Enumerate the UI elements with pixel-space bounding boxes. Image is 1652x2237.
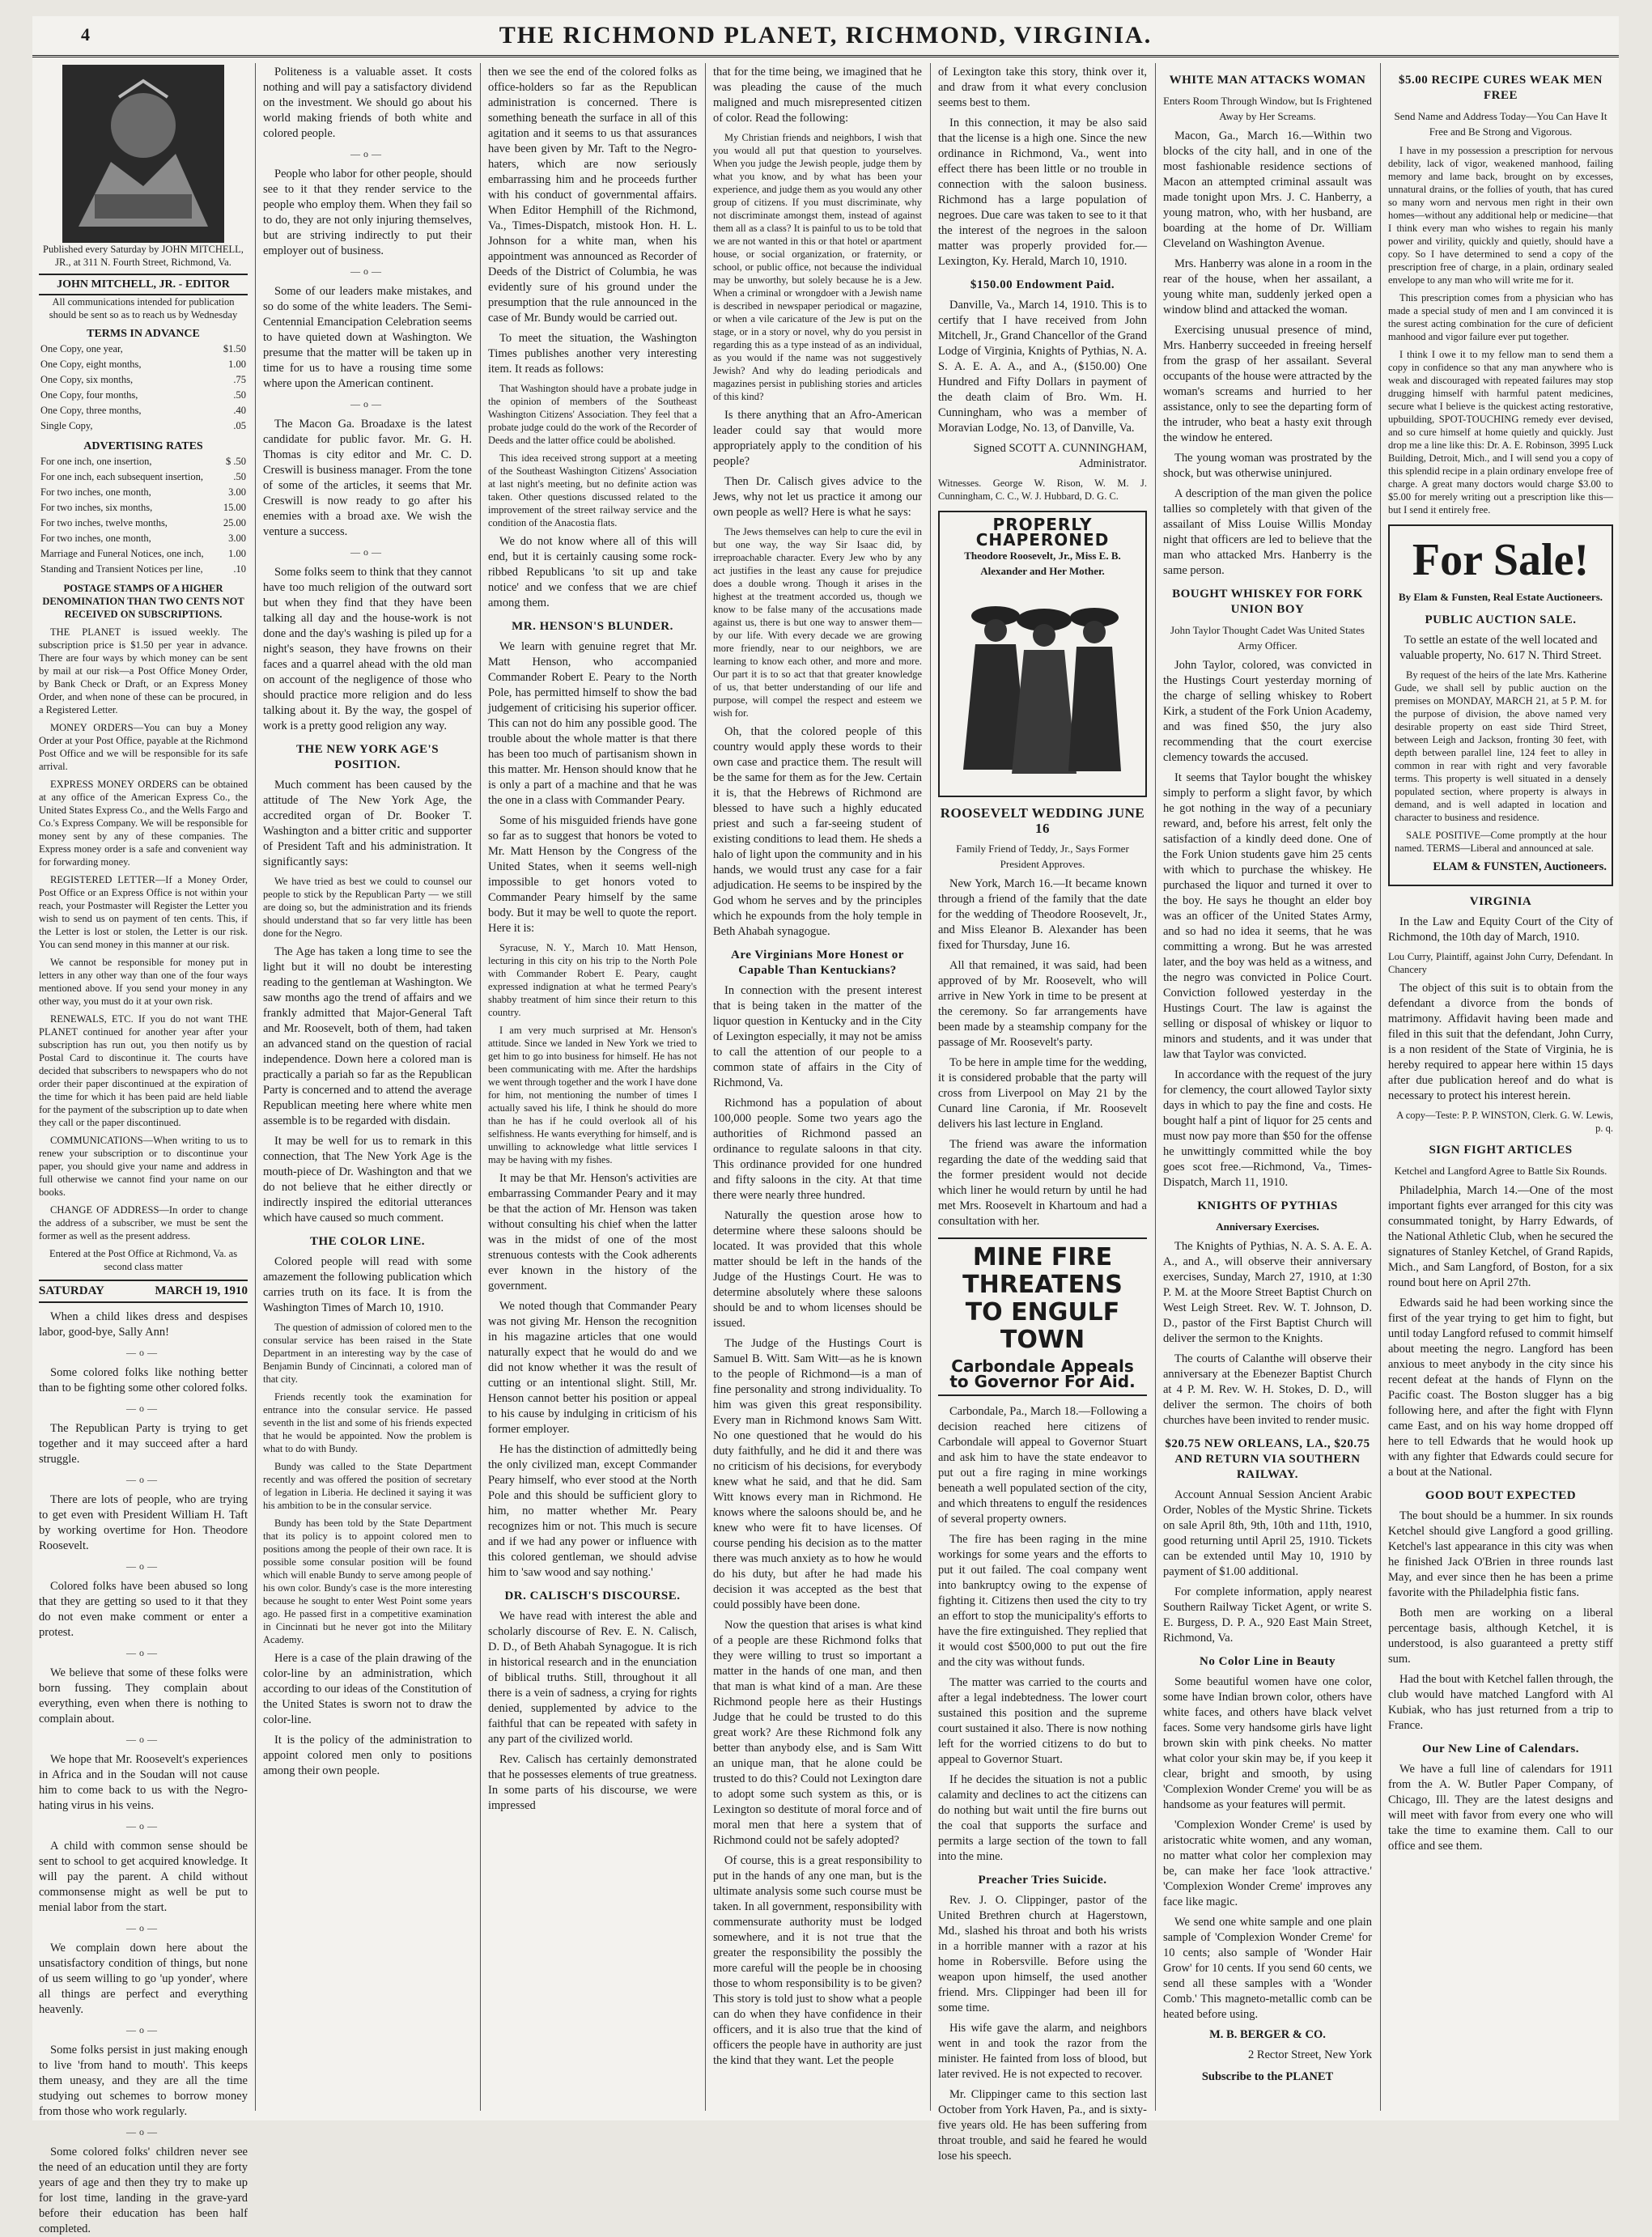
article-paragraph: By request of the heirs of the late Mrs. Katherine Gude, we shall sell by public auction on the premises on MONDAY, MARCH 21, at 5 P. M. for the purpose of division, the above named very desirable property on east side Third Street, between Leigh and Jackson, fronting 30 feet, with depth between parallel line, 124 feet to alley in common in rear with right and very favorable terms. This property is well situated in a densely populated section, where property is always in demand, and is well adapted in location and character to business and residence.	[1395, 669, 1607, 823]
article-paragraph: then we see the end of the colored folks as office-holders so far as the Republican administration is concerned. There is something beneath the surface in all of this agitation and it seems to us that assurances have been given by Mr. Taft to the Negro-haters, which are now seriously embarrassing him and he proceeds further with his conduct of governmental affairs. When Editor Hemphill of the Richmond, Va., Times-Dispatch, mistook Hon. H. L. Johnson for a white man, when his appointment was announced as Recorder of Deeds of the District of Columbia, he was evidently sure of his ground under the presumption that the rule announced in the case of Mr. Bundy would be carried out.	[488, 66, 697, 325]
article-paragraph: The Macon Ga. Broadaxe is the latest candidate for public favor. Mr. G. H. Thomas is city editor and Mr. C. D. Creswill is business manager. From the tone of some of the articles, it seems that Mr. Creswill is now ready to go after his enemies with a broad axe. We wish the venture a success.	[263, 418, 472, 538]
illustration-heading: PROPERLY CHAPERONED	[975, 515, 1110, 550]
editorial-item: There are lots of people, who are trying to get even with President William H. Taft by working overtime for Hon. Theodore Roosevelt.	[39, 1493, 248, 1552]
article-heading: BOUGHT WHISKEY FOR FORK UNION BOY	[1172, 588, 1363, 616]
article-paragraph: COMMUNICATIONS—When writing to us to renew your subscription or to discontinue your paper, you should give your name and address in full otherwise we cannot find your name on our books.	[39, 1135, 248, 1198]
table-row: For two inches, twelve months, 25.00	[40, 517, 246, 528]
article-paragraph: It is the policy of the administration to appoint colored men only to positions among their own people.	[263, 1734, 472, 1777]
article-paragraph: Is there anything that an Afro-American leader could say that would more appropriately apply to the condition of his people?	[713, 409, 922, 468]
article-paragraph: We have a full line of calendars for 1911 from the A. W. Butler Paper Company, of Chicago, Ill. They are the latest designs and will meet with favor from every one who will take the time to examine them. Call to our office and see them.	[1388, 1763, 1613, 1853]
for-sale-heading: For Sale!	[1412, 535, 1590, 585]
article-paragraph: My Christian friends and neighbors, I wish that you would all put that question to yourselves. When you judge the Jewish people, judge them by what you know, and by what has been your experience, and judge them as you would any other group of citizens. If you must discriminate, why not discriminate amongst them, instead of against them all as a class? It is painful to us to be told that we are not wanted in this or that hotel or apartment house, or social organization, or fraternity, or school, or public office, not because the individual may be unworthy, but solely because he is a Jew. When a criminal or wrongdoer with a Jewish name is described in newspaper periodical or magazine, or when a vile caricature of the Jew is put on the stage, or in a story or novel, why do you persist in regarding this as a type instead of as an individual, as you would if the name was not suggestively Jewish? And why do leading periodicals and magazines persist in publishing stories and articles of this kind?	[713, 132, 922, 402]
article-heading: Are Virginians More Honest or Capable Than Kentuckians?	[731, 949, 904, 977]
article-paragraph: New York, March 16.—It became known through a friend of the family that the date for the wedding of Theodore Roosevelt, Jr., and Miss Eleanor B. Alexander has been fixed for Thursday, June 16.	[938, 877, 1147, 952]
editorial-item: Some folks persist in just making enough to live 'from hand to mouth'. This keeps them uneasy, and they are all the time studying out schemes to borrow money from those who work regularly.	[39, 2044, 248, 2118]
article-heading: VIRGINIA	[1469, 895, 1532, 908]
advertiser-address: 2 Rector Street, New York	[1247, 2048, 1372, 2061]
dateline: SATURDAY MARCH 19, 1910	[39, 1280, 248, 1303]
divider: —o—	[126, 2126, 160, 2137]
column-rule	[1380, 63, 1381, 2111]
table-row: One Copy, one year, $1.50	[40, 343, 246, 354]
article-paragraph: Rev. Calisch has certainly demonstrated that he possesses elements of true greatness. In some parts of his discourse, we were impressed	[488, 1753, 697, 1812]
table-row: One Copy, eight months, 1.00	[40, 359, 246, 370]
article-paragraph: of Lexington take this story, think over it, and draw from it what every conclusion seems best to them.	[938, 66, 1147, 109]
article-subheading: Family Friend of Teddy, Jr., Says Former President Approves.	[956, 843, 1129, 870]
article-paragraph: Macon, Ga., March 16.—Within two blocks of the city hall, and in one of the most fashionable residence sections of Macon an attempted criminal assault was made tonight upon Mrs. J. C. Hanberry, a young matron, who, with her husband, are boarding at the home of Dr. William Cleveland on Washington Avenue.	[1163, 129, 1372, 250]
advertising-heading: ADVERTISING RATES	[83, 440, 203, 452]
article-subheading: John Taylor Thought Cadet Was United States Army Officer.	[1170, 624, 1365, 652]
article-paragraph: Some of his misguided friends have gone so far as to suggest that honors be voted to Mr. Matt Henson by the Congress of the United States, when it seems well-nigh impossible to get honors voted to Commander Peary himself by the same body. But it may be well to quote the report. Here it is:	[488, 814, 697, 935]
article-paragraph: In the Law and Equity Court of the City of Richmond, the 10th day of March, 1910.	[1388, 915, 1613, 944]
article-paragraph: Of course, this is a great responsibility to put in the hands of any one man, but is the ultimate analysis some such course must be taken. In all government, responsibility with commensurate authority must be lodged somewhere, and it is not true that the greater the responsibility the possibly the more careful will the people be in choosing those to whom responsibility is to be given? This story is told just to show what a people can do when they have confidence in their officers, and it is also true that the kind of officers the people have in authority are just the kind that they want. Let the people	[713, 1854, 922, 2067]
table-row: One Copy, four months, .50	[40, 389, 246, 401]
article-paragraph: The Jews themselves can help to cure the evil in but one way, the way Sir Isaac did, by irreproachable character. Every Jew who by any act justifies in the least any cause for prejudice does a double wrong. Though it arises in the highest at the treatment accorded us, though we know to be false many of the accusations made against us, there is but one way to answer them—by our life. With every decade we are growing more friendly, near to our neighbors, we are learning to know each other, and more and more. Our part it is to so act that that greater knowledge of us, that better understanding of our life and purpose, will compel the respect and esteem we wish for.	[713, 526, 922, 719]
article-paragraph: If he decides the situation is not a public calamity and declines to act the citizens can do nothing but wait until the fire burns out the coal that supports the surface and permits a large section of the town to fall into the mine.	[938, 1773, 1147, 1863]
article-paragraph: Friends recently took the examination for entrance into the consular service. He passed seventh in the list and some of his friends expected that he would be appointed. Now the problem is what to do with Bundy.	[263, 1391, 472, 1454]
divider: —o—	[350, 148, 384, 159]
column-5	[938, 65, 1147, 2163]
article-paragraph: The young woman was prostrated by the shock, but was otherwise uninjured.	[1163, 452, 1372, 480]
divider: —o—	[126, 2024, 160, 2035]
article-subheading: Send Name and Address Today—You Can Have It Free and Be Strong and Vigorous.	[1394, 110, 1607, 138]
article-heading: WHITE MAN ATTACKS WOMAN	[1169, 74, 1366, 87]
column-2	[263, 65, 472, 2104]
table-row: Single Copy, .05	[40, 420, 246, 431]
advertiser-name: M. B. BERGER & CO.	[1209, 2028, 1326, 2041]
article-paragraph: EXPRESS MONEY ORDERS can be obtained at any office of the American Express Co., the United States Express Co., and the Wells Fargo and Co.'s Express Company. We will be responsible for money sent by any of these companies. The Express money order is a safe and convenient way for forwarding money.	[39, 779, 248, 868]
article-heading: THE NEW YORK AGE'S POSITION.	[295, 743, 440, 771]
article-paragraph: It may be that Mr. Henson's activities are embarrassing Commander Peary and it may be that the action of Mr. Henson was taken without consulting his chief when the latter was in the midst of one of the most strenuous contests with the Cook adherents ever known in the history of the government.	[488, 1172, 697, 1293]
article-paragraph: The object of this suit is to obtain from the defendant a divorce from the bonds of matrimony. Affidavit having been made and filed in this suit that the defendant, John Curry, is a non resident of the State of Virginia, he is hereby required to appear here within 15 days after due publication hereof and do what is necessary to protect his interest herein.	[1388, 982, 1613, 1102]
article-paragraph: Politeness is a valuable asset. It costs nothing and will pay a satisfactory dividend on the investment. We should go about his world making friends of both white and colored people.	[263, 66, 472, 140]
divider: —o—	[126, 1922, 160, 1933]
article-paragraph: Rev. J. O. Clippinger, pastor of the United Brethren church at Hagerstown, Md., slashed his throat and both his wrists in a horrible manner with a razor at his home in Robersville. Before using the weapon upon himself, the used another friend. Mrs. Clippinger had been ill for some time.	[938, 1894, 1147, 2014]
article-paragraph: RENEWALS, ETC. If you do not want THE PLANET continued for another year after your subscription has run out, you then notify us by Postal Card to discontinue it. The courts have decided that subscribers to newspapers who do not order their paper discontinued at the expiration of the time for which it has been paid are held liable for the payment of the subscription up to date when they call or the paper discontinued.	[39, 1013, 248, 1128]
editor-line: JOHN MITCHELL, JR. - EDITOR	[39, 274, 248, 295]
table-row: One Copy, three months, .40	[40, 405, 246, 416]
article-paragraph: We learn with genuine regret that Mr. Matt Henson, who accompanied Commander Robert E. Peary to the North Pole, has permitted himself to show the bad judgement of criticising his superior officer. This can not do him any possible good. The trouble about the whole matter is that there has been too much of partisanism shown in this matter. Mr. Henson should know that he is only a part of a machine and that he was the one in a class with Commander Peary.	[488, 640, 697, 807]
column-rule	[705, 63, 706, 2111]
terms-heading: TERMS IN ADVANCE	[87, 328, 200, 340]
article-paragraph: Had the bout with Ketchel fallen through, the club would have matched Langford with Al Kubiak, who has just returned from a trip to France.	[1388, 1673, 1613, 1732]
divider: —o—	[126, 1820, 160, 1832]
mine-fire-headline: MINE FIRE THREATENS TO ENGULF TOWN Carbondale Appeals to Governor For Aid.	[938, 1237, 1147, 1396]
article-paragraph: He has the distinction of admittedly being the only civilized man, except Commander Peary himself, who ever stood at the North Pole and this should be sufficient glory to him, no matter whether Mr. Peary recognizes him or not. This much is secure and if we had any power or influence with this colored gentleman, we should advise him to 'saw wood and say nothing.'	[488, 1443, 697, 1579]
article-paragraph: Some beautiful women have one color, some have Indian brown color, others have white faces, and others have black velvet faces. Some very handsome girls have light brown skin with pink cheeks. No matter what color your skin may be, if you keep it clear, bright and smooth, by using 'Complexion Wonder Creme' you will be as handsome as your features will permit.	[1163, 1675, 1372, 1811]
masthead-title: THE RICHMOND PLANET, RICHMOND, VIRGINIA.	[499, 22, 1153, 49]
article-paragraph: Colored people will read with some amazement the following publication which carries truth on its face. It is from the Washington Times of March 10, 1910.	[263, 1255, 472, 1314]
article-paragraph: We send one white sample and one plain sample of 'Complexion Wonder Creme' for 10 cents; also sample of 'Wonder Hair Grow' for 10 cents. If you send 60 cents, we send all these samples with a 'Wonder Comb.' This magneto-metallic comb can be heated before using.	[1163, 1916, 1372, 2021]
article-paragraph: Syracuse, N. Y., March 10. Matt Henson, lecturing in this city on his trip to the North Pole with Commander Robert E. Peary, caught expressed indignation at what he termed Peary's shabby treatment of him since their return to this country.	[488, 942, 697, 1018]
article-heading: THE COLOR LINE.	[309, 1235, 426, 1248]
article-paragraph: The friend was aware the information regarding the date of the wedding said that the former president would not decide which liner he would return by until he had met Mrs. Roosevelt in Khartoum and had a consultation with her.	[938, 1138, 1147, 1228]
article-paragraph: Exercising unusual presence of mind, Mrs. Hanberry succeeded in freeing herself from the grasp of her assailant. Several occupants of the house were attracted by the woman's screams and hurried to her assistance, only to see the departing form of the intruder, who beat a hasty exit through the window he entered.	[1163, 324, 1372, 444]
table-row: For two inches, one month, 3.00	[40, 486, 246, 498]
auctioneer-signature: ELAM & FUNSTEN, Auctioneers.	[1433, 860, 1607, 873]
article-heading: No Color Line in Beauty	[1200, 1655, 1336, 1668]
auctioneer-line: By Elam & Funsten, Real Estate Auctioneers.	[1398, 591, 1603, 603]
for-sale-advertisement	[1388, 524, 1613, 886]
article-paragraph: John Taylor, colored, was convicted in the Hustings Court yesterday morning of the charge of selling whiskey to Robert Kirk, a student of the Fork Union Academy, and was fined $50, the jury also recommending that the court exercise clemency towards the accused.	[1163, 659, 1372, 764]
divider: —o—	[126, 1403, 160, 1414]
divider: —o—	[126, 1734, 160, 1745]
editorial-item: We hope that Mr. Roosevelt's experiences in Africa and in the Soudan will not cause him to come back to us with the Negro-hating virus in his veins.	[39, 1753, 248, 1812]
article-subheading: Ketchel and Langford Agree to Battle Six Rounds.	[1394, 1165, 1607, 1177]
table-row: For one inch, one insertion, $ .50	[40, 456, 246, 467]
editorial-item: We complain down here about the unsatisfactory condition of things, but none of us seem willing to go 'up yonder', where all things are perfect and everything heavenly.	[39, 1942, 248, 2016]
article-paragraph: Mrs. Hanberry was alone in a room in the rear of the house, when her assailant, a young white man, suddenly jerked open a window blind and attacked the woman.	[1163, 257, 1372, 316]
article-paragraph: Much comment has been caused by the attitude of The New York Age, the accredited organ of Dr. Booker T. Washington and a bitter critic and supporter of President Taft and his administration. It significantly says:	[263, 779, 472, 868]
column-1	[39, 65, 248, 2235]
article-heading: ROOSEVELT WEDDING JUNE 16	[940, 805, 1145, 836]
newspaper-page	[32, 16, 1619, 2235]
column-rule	[1155, 63, 1156, 2111]
editorial-item: Colored folks have been abused so long that they are getting so used to it that they do not even make comment or enter a protest.	[39, 1580, 248, 1639]
article-paragraph: To settle an estate of the well located and valuable property, No. 617 N. Third Street.	[1399, 634, 1602, 662]
article-paragraph: In accordance with the request of the jury for clemency, the court allowed Taylor sixty days in which to pay the fine and costs. He bought half a pint of liquor for 25 cents and must now pay more than $50 for the offense he unwittingly committed while the boy goes scot free.—Richmond, Va., Times-Dispatch, March 11, 1910.	[1163, 1068, 1372, 1189]
article-heading: SIGN FIGHT ARTICLES	[1429, 1144, 1573, 1157]
illustration-box	[938, 511, 1147, 797]
clerk-line: A copy—Teste: P. P. WINSTON, Clerk. G. W. Lewis, p. q.	[1396, 1110, 1613, 1134]
signature-line: Signed SCOTT A. CUNNINGHAM, Administrator.	[973, 442, 1147, 470]
article-paragraph: Bundy was called to the State Department recently and was offered the position of secretary of legation in Liberia. He declined it saying it was his ambition to be in the consular service.	[263, 1461, 472, 1511]
table-row: For two inches, one month, 3.00	[40, 533, 246, 544]
divider: —o—	[126, 1647, 160, 1658]
article-paragraph: Some folks seem to think that they cannot have too much religion of the outward sort but when they find that they have been talking all day and the house-work is not done and the day's washing is piled up for a night's season, they have frowns on their faces and a quarrel ahead with the old man on account of the negligence of those who should practice more religion and do less talking about it. By the way, the gospel of work is a pretty good religion any way.	[263, 566, 472, 732]
engraving-icon	[62, 65, 224, 243]
article-paragraph: This idea received strong support at a meeting of the Southeast Washington Citizens' Association at last night's meeting, but no definite action was taken. Other questions discussed related to the improvement of the street railway service and the condition of the Anacostia flats.	[488, 452, 697, 528]
communications-notice: All communications intended for publication should be sent so as to reach us by Wednesday	[49, 296, 238, 320]
article-paragraph: THE PLANET is issued weekly. The subscription price is $1.50 per year in advance. There are four ways by which money can be sent by mail at our risk—a Post Office Money Order, by Bank Check or Draft, or an Express Money Order, and when none of these can be procured, in a Registered Letter.	[39, 626, 248, 715]
editorial-item: The Republican Party is trying to get together and it may succeed after a hard struggle.	[39, 1422, 248, 1466]
divider: —o—	[126, 1560, 160, 1572]
article-paragraph: Both men are working on a liberal percentage basis, although Ketchel, it is understood, is also guaranteed a pretty stiff sum.	[1388, 1607, 1613, 1666]
article-paragraph: We have tried as best we could to counsel our people to stick by the Republican Party — we still are doing so, but the administration and its friends should understand that so far very little has been done for the Negro.	[263, 876, 472, 939]
table-row: Marriage and Funeral Notices, one inch, 1.00	[40, 548, 246, 559]
article-paragraph: To meet the situation, the Washington Times publishes another very interesting item. It reads as follows:	[488, 332, 697, 376]
article-paragraph: The Knights of Pythias, N. A. S. A. E. A. A., and A., will observe their anniversary exercises, Sunday, March 27, 1910, at 1:30 P. M. at the Moore Street Baptist Church on West Leigh Street. Rev. W. T. Johnson, D. D., pastor of the First Baptist Church will deliver the sermon to the Knights.	[1163, 1240, 1372, 1345]
article-paragraph: A description of the man given the police tallies so completely with that given of the assailant of Miss Louise Willis Monday night that officers are led to believe that the man who attacked Mrs. Hanberry is the same person.	[1163, 487, 1372, 577]
article-paragraph: For complete information, apply nearest Southern Railway Ticket Agent, or write S. E. Burgess, D. P. A., 920 East Main Street, Richmond, Va.	[1163, 1585, 1372, 1645]
article-heading: Preacher Tries Suicide.	[978, 1874, 1107, 1887]
article-paragraph: Bundy has been told by the State Department that its policy is to appoint colored men to positions among the people of their own race. It is possible some consular position will be found which will enable Bundy to serve among people of his own color. Bundy's case is the more interesting because he sought to enter West Point some years ago. He passed first in a competitive examination in Cincinnati but he never got into the Military Academy.	[263, 1518, 472, 1645]
article-heading: Our New Line of Calendars.	[1422, 1742, 1579, 1755]
case-caption: Lou Curry, Plaintiff, against John Curry, Defendant. In Chancery	[1388, 951, 1613, 975]
divider: —o—	[350, 265, 384, 277]
article-subheading: Anniversary Exercises.	[1216, 1220, 1319, 1233]
article-paragraph: Now the question that arises is what kind of a people are these Richmond folks that they were willing to trust so important a matter in the hands of one man, and then that man is what kind of a man. Are these Richmond people here as their Hustings Judge that he could be trusted to do this great work? Are these Richmond folk any better than anybody else, and is Sam Witt an unique man, that he alone could be trusted to do this? Could not Lexington dare to adopt some such system as this, or is Lexington so destitute of moral force and of moral men that here a system that of Richmond could not be safely adopted?	[713, 1619, 922, 1847]
article-paragraph: The bout should be a hummer. In six rounds Ketchel should give Langford a good grilling. Ketchel's last appearance in this city was when he finished Jack O'Brien in three rounds last May, and ever since then he has been a prime favorite with the Philadelphia fistic fans.	[1388, 1509, 1613, 1599]
entered-notice: Entered at the Post Office at Richmond, Va. as second class matter	[49, 1248, 238, 1272]
article-paragraph: We have read with interest the able and scholarly discourse of Rev. E. N. Calisch, D. D., of Beth Ahabah Synagogue. It is rich in historical research and in the enunciation of biblical truths. Still, throughout it all there is a vein of sadness, a crying for rights denied, supplemented by advice to the faithful that can be repeated with safety in any part of the civilized world.	[488, 1610, 697, 1746]
witnesses-line: Witnesses. George W. Rison, W. M. J. Cunningham, C. C., W. J. Hubbard, D. G. C.	[938, 478, 1147, 502]
editorial-item: When a child likes dress and despises labor, good-bye, Sally Ann!	[39, 1310, 248, 1339]
article-paragraph: In connection with the present interest that is being taken in the matter of the liquor question in Kentucky and in the City of Lexington especially, it may not be amiss to call the attention of our people to a common state of affairs in the City of Richmond, Va.	[713, 984, 922, 1089]
postage-notice: POSTAGE STAMPS OF A HIGHER DENOMINATION THAN TWO CENTS NOT RECEIVED ON SUBSCRIPTIONS.	[42, 583, 244, 620]
divider: —o—	[350, 546, 384, 558]
article-paragraph: MONEY ORDERS—You can buy a Money Order at your Post Office, payable at the Richmond Post Office and we will be responsible for its safe arrival.	[39, 722, 248, 772]
article-paragraph: 'Complexion Wonder Creme' is used by aristocratic white women, and any woman, no matter what color her complexion may be, can make her face 'look attractive.' 'Complexion Wonder Creme' improves any face like magic.	[1163, 1819, 1372, 1908]
article-paragraph: Mr. Clippinger came to this section last October from York Haven, Pa., and is sixty-five years old. He has been suffering from throat trouble, and said he feared he would lose his speech.	[938, 2088, 1147, 2163]
masthead-engraving	[39, 65, 248, 243]
divider: —o—	[350, 398, 384, 410]
column-rule	[480, 63, 481, 2111]
editorial-item: We believe that some of these folks were born fussing. They complain about everything, even when there is nothing to complain about.	[39, 1666, 248, 1726]
advertising-table	[39, 454, 248, 577]
article-paragraph: The question of admission of colored men to the consular service has been raised in the State Department in an interesting way by the case of Benjamin Bundy of Cincinnati, a colored man of that city.	[263, 1322, 472, 1385]
column-6	[1163, 65, 1372, 2104]
article-paragraph: To be here in ample time for the wedding, it is considered probable that the party will cross from Liverpool on May 21 by the Cunard line Caronia, if Mr. Roosevelt delivers his last lecture in England.	[938, 1056, 1147, 1131]
column-rule	[930, 63, 931, 2111]
article-paragraph: Here is a case of the plain drawing of the color-line by an administration, which according to our ideas of the Constitution of the United States is sworn not to draw the color-line.	[263, 1652, 472, 1726]
column-rule	[255, 63, 256, 2111]
article-paragraph: We do not know where all of this will end, but it is certainly causing some rock-ribbed Republicans 'to sit up and take notice' and we confess that we are chief among them.	[488, 535, 697, 609]
article-paragraph: Carbondale, Pa., March 18.—Following a decision reached here citizens of Carbondale will appeal to Governor Stuart and ask him to have the state endeavor to put out a fire raging in mine workings beneath a well populated section of the city, and which threatens to engulf the residences of several property owners.	[938, 1405, 1147, 1526]
article-paragraph: The matter was carried to the courts and after a legal indebtedness. The lower court sustained this position and the supreme court sustained it also. There is now nothing left for the worried citizens to do but to appeal to Governor Stuart.	[938, 1676, 1147, 1766]
article-heading: $5.00 RECIPE CURES WEAK MEN FREE	[1399, 74, 1603, 102]
chaperone-illustration-icon	[947, 584, 1138, 786]
column-7	[1388, 65, 1613, 2104]
subscribe-notice: Subscribe to the PLANET	[1201, 2070, 1334, 2083]
article-heading: DR. CALISCH'S DISCOURSE.	[504, 1590, 681, 1602]
article-paragraph: His wife gave the alarm, and neighbors went in and took the razor from the minister. He fainted from loss of blood, but later revived. He is not expected to recover.	[938, 2022, 1147, 2081]
article-paragraph: All that remained, it was said, had been approved of by Mr. Roosevelt, who will arrive in New York in time to be present at the ceremony. So far arrangements have been made by a steamship company for the passage of Mr. Roosevelt's party.	[938, 959, 1147, 1049]
article-paragraph: The Judge of the Hustings Court is Samuel B. Witt. Sam Witt—as he is known to the people of Richmond—is a man of fine personality and strong individuality. To him was given this great responsibility. Every man in Richmond knows Sam Witt. No one questioned that he would do his duty faithfully, and he did it and there was no criticism of his decisions, for everybody knew what he said, and that he did. Sam Witt knows every man in Richmond. He knows where the saloons should be, and he knew who were fit to have licenses. Of course pending his decision as to the matter there was much anxiety as to how he would do his duty, but after he had made his decision it was accepted as the best that could possibly have been done.	[713, 1337, 922, 1611]
editorial-item: A child with common sense should be sent to school to get acquired knowledge. It will pay the parent. A child without commonsense might as well be put to menial labor from the start.	[39, 1840, 248, 1914]
illustration-caption: Theodore Roosevelt, Jr., Miss E. B. Alexander and Her Mother.	[964, 550, 1121, 577]
article-paragraph: Naturally the question arose how to determine where these saloons should be located. It was provided that this whole matter should be left in the hands of the Judge of the Hustings Court. He was to determine absolutely where these saloons should be and to whom licenses should be issued.	[713, 1209, 922, 1330]
article-paragraph: I am very much surprised at Mr. Henson's attitude. Since we landed in New York we tried to get him to go into business for himself. He has not been communicating with me. After the hardships we went through together and the work I have done for him, not mentioning the number of times I actually saved his life, I think he should do more than he has if he could overlook all of his selfishness. He wants everything for himself, and is unwilling to acknowledge what little services I may be having with my fishes.	[488, 1025, 697, 1165]
article-paragraph: Edwards said he had been working since the first of the year trying to get him to fight, but until today Langford refused to commit himself about meeting the negro. Langford has been anxious to meet anybody in the city since his recent defeat at the hands of Flynn on the Pacific coast. The Boston slugger has a big following here, and after the fight with Flynn came East, and on his way home dropped off here to tell Edwards that he would hook up with any fighter that Edwards could secure for a bout at the National.	[1388, 1297, 1613, 1479]
article-paragraph: That Washington should have a probate judge in the opinion of members of the Southeast Washington Citizens' Association. They feel that a probate judge could do the work of the Recorder of Deeds and the latter office could be abolished.	[488, 383, 697, 446]
article-paragraph: REGISTERED LETTER—If a Money Order, Post Office or an Express Office is not within your reach, your Postmaster will Register the Letter you wish to send us on payment of ten cents. This, if the Letter is lost or stolen, the Letter is our risk. You can send money in this manner at our risk.	[39, 874, 248, 950]
article-heading: GOOD BOUT EXPECTED	[1425, 1489, 1577, 1502]
article-heading: MR. HENSON'S BLUNDER.	[512, 620, 673, 633]
masthead	[32, 16, 1619, 57]
page-number: 4	[81, 24, 90, 45]
column-4	[713, 65, 922, 2104]
article-paragraph: Philadelphia, March 14.—One of the most important fights ever arranged for this city was consummated tonight, by Harry Edwards, of the National Athletic Club, when he secured the signatures of Stanley Ketchel, of Grand Rapids, Mich., and Sam Langford, of Boston, for a six round bout here on April 27th.	[1388, 1184, 1613, 1289]
table-row: For two inches, six months, 15.00	[40, 502, 246, 513]
article-paragraph: The fire has been raging in the mine workings for some years and the efforts to put it out failed. The coal company went into bankruptcy owing to the expense of fighting it. Citizens then used the city to try an effort to stop the municipality's efforts to have the fire extinguished. They replied that it would cost $500,000 to put out the fire and the city was without funds.	[938, 1533, 1147, 1669]
article-paragraph: We noted though that Commander Peary was not giving Mr. Henson the recognition in his magazine articles that one would naturally expect that he would do and we did not know whether it was the result of cutting or an intentional slight. Still, Mr. Henson cannot better his position or appeal to his cause by indulging in criticism of his former employer.	[488, 1300, 697, 1436]
article-paragraph: This prescription comes from a physician who has made a special study of men and I am convinced it is the surest acting combination for the cure of deficient manhood and vigor failure ever put together.	[1388, 292, 1613, 342]
article-paragraph: In this connection, it may be also said that the license is a high one. Since the new ordinance in Richmond, Va., went into effect there has been little or no trouble in connection with the saloon business. Richmond has a large population of negroes. Due care was taken to see to it that the interest of the negroes in the saloon matter was properly provided for.—Lexington, Ky. Herald, March 10, 1910.	[938, 117, 1147, 268]
article-paragraph: I have in my possession a prescription for nervous debility, lack of vigor, weakened manhood, failing memory and lame back, brought on by excesses, unnatural drains, or the follies of youth, that has cured so many worn and nervous men right in their own homes—without any additional help or medicine—that I think every man who wishes to regain his manly power and virility, quickly and quietly, should have a copy. So I have determined to send a copy of the prescription free of charge, in a plain, ordinary sealed envelope to any man who will write me for it.	[1388, 145, 1613, 286]
article-paragraph: We cannot be responsible for money put in letters in any other way than one of the four ways mentioned above. If you send your money in any other way, you must do it at your own risk.	[39, 957, 248, 1007]
article-paragraph: Richmond has a population of about 100,000 people. Some two years ago the authorities of Richmond passed an ordinance to regulate saloons in that city. This ordinance provided for one hundred and fifty saloons in the city. At that time there were nearly three hundred.	[713, 1097, 922, 1202]
article-paragraph: The courts of Calanthe will observe their anniversary at the Ebenezer Baptist Church at 4 P. M. Rev. W. H. Stokes, D. D., will deliver the sermon. The choirs of both churches have been invited to render music.	[1163, 1352, 1372, 1427]
column-3	[488, 65, 697, 2104]
table-row: Standing and Transient Notices per line, .10	[40, 563, 246, 575]
article-subheading: Enters Room Through Window, but Is Frightened Away by Her Screams.	[1163, 95, 1372, 122]
article-heading: KNIGHTS OF PYTHIAS	[1197, 1199, 1338, 1212]
table-row: For one inch, each subsequent insertion, .50	[40, 471, 246, 482]
divider: —o—	[126, 1474, 160, 1485]
editorial-item: Some colored folks like nothing better than to be fighting some other colored folks.	[39, 1366, 248, 1394]
publisher-line: Published every Saturday by JOHN MITCHELL, JR., at 311 N. Fourth Street, Richmond, Va.	[43, 244, 244, 268]
divider: —o—	[126, 1347, 160, 1358]
article-paragraph: People who labor for other people, should see to it that they render service to the people who employ them. When they fail so to do, they are not only injuring themselves, but are striving indirectly to put their employer out of business.	[263, 168, 472, 257]
terms-table	[39, 342, 248, 434]
article-paragraph: SALE POSITIVE—Come promptly at the hour named. TERMS—Liberal and announced at sale.	[1395, 830, 1607, 854]
article-paragraph: Danville, Va., March 14, 1910. This is to certify that I have received from John Mitchell, Jr., Grand Chancellor of the Grand Lodge of Virginia, Knights of Pythias, N. A. S. A. E. A. A., and A., ($150.00) One Hundred and Fifty Dollars in payment of the death claim of Bro. Wm. H. Cunningham, who was a member of Moravian Lodge, No. 13, of Danville, Va.	[938, 299, 1147, 435]
article-heading: $150.00 Endowment Paid.	[970, 278, 1115, 291]
article-paragraph: Some of our leaders make mistakes, and so do some of the white leaders. The Semi-Centennial Emancipation Celebration seems to have quieted down at Washington. We presume that the matter will be taken up in time for us to have a rousing time some where upon the American continent.	[263, 285, 472, 390]
article-paragraph: It seems that Taylor bought the whiskey simply to perform a slight favor, by which he got nothing in the way of a pecuniary reward, and, before his arrest, felt only the satisfaction of a kindly deed done. One of the Fork Union students gave him 25 cents with which to purchase the whiskey. He purchased the liquor and turned it over to the boy. He says he thought an elder boy was an officer of the United States Army, and so had no idea it seems, that he was committing a wrong. But he was arrested later, and the boy was held as a witness, and the negro was convicted in Police Court. Conviction followed yesterday in the Hustings Court. The law is against the selling or disposal of whiskey or liquor to minors and students, and it was under that law that Taylor was convicted.	[1163, 771, 1372, 1061]
article-paragraph: Oh, that the colored people of this country would apply these words to their own case and practice them. The result will be the same for them as for the Jew. Certain it is, that the Hebrews of Richmond are blessed to have such a highly educated priest and such a far-seeing student of existing conditions to lead them. He sheds a halo of light upon the community and in his hands, we would trust any case for a fair adjudication. He seems to be inspired by the God whom he serves and by the principles which he expounds from the holy temple in Beth Ahabah synagogue.	[713, 725, 922, 938]
article-paragraph: Account Annual Session Ancient Arabic Order, Nobles of the Mystic Shrine. Tickets on sale April 8th, 9th, 10th and 11th, 1910, good returning until April 25, 1910. Tickets can be extended until May 10, 1910 by payment of $1.00 additional.	[1163, 1488, 1372, 1578]
article-heading: $20.75 NEW ORLEANS, LA., $20.75 AND RETURN VIA SOUTHERN RAILWAY.	[1165, 1437, 1370, 1481]
table-row: One Copy, six months, .75	[40, 374, 246, 385]
article-paragraph: It may be well for us to remark in this connection, that The New York Age is the mouth-piece of Dr. Washington and that we do not believe that he either directly or indirectly inspired the editorial utterances which have caused so much comment.	[263, 1135, 472, 1225]
article-paragraph: The Age has taken a long time to see the light but it will no doubt be interesting reading to the gentleman at Washington. We saw months ago the trend of affairs and we frankly admitted that Major-General Taft and Mr. Roosevelt, both of them, had taken an advanced stand on the question of racial independence. Down here a colored man is practically a pariah so far as the Republican Party is concerned and to attend the average Republican meeting here where white men assemble is to be regarded with disdain.	[263, 945, 472, 1127]
editorial-item: Some colored folks' children never see the need of an education until they are forty years of age and then they try to make up for lost time, landing in the grave-yard before their education has been half completed.	[39, 2146, 248, 2235]
article-heading: PUBLIC AUCTION SALE.	[1425, 613, 1577, 626]
article-paragraph: Then Dr. Calisch gives advice to the Jews, why not let us practice it among our own people as well? Here is what he says:	[713, 475, 922, 519]
article-paragraph: that for the time being, we imagined that he was pleading the cause of the much maligned and much misrepresented citizen of color. Read the following:	[713, 66, 922, 125]
article-paragraph: CHANGE OF ADDRESS—In order to change the address of a subscriber, we must be sent the former as well as the present address.	[39, 1204, 248, 1242]
article-paragraph: I think I owe it to my fellow man to send them a copy in confidence so that any man anywhere who is weak and discouraged with repeated failures may stop drugging himself with harmful patent medicines, secure what I believe is the quickest acting restorative, upbuilding, SPOT-TOUCHING remedy ever devised, and so cure himself at home quietly and quickly. Just drop me a line like this: Dr. A. E. Robinson, 3995 Luck Building, Detroit, Mich., and I will send you a copy of this splendid recipe in a plain ordinary envelope free of charge. A great many doctors would charge $3.00 to $5.00 for merely writing out a prescription like this—but I send it entirely free.	[1388, 349, 1613, 516]
